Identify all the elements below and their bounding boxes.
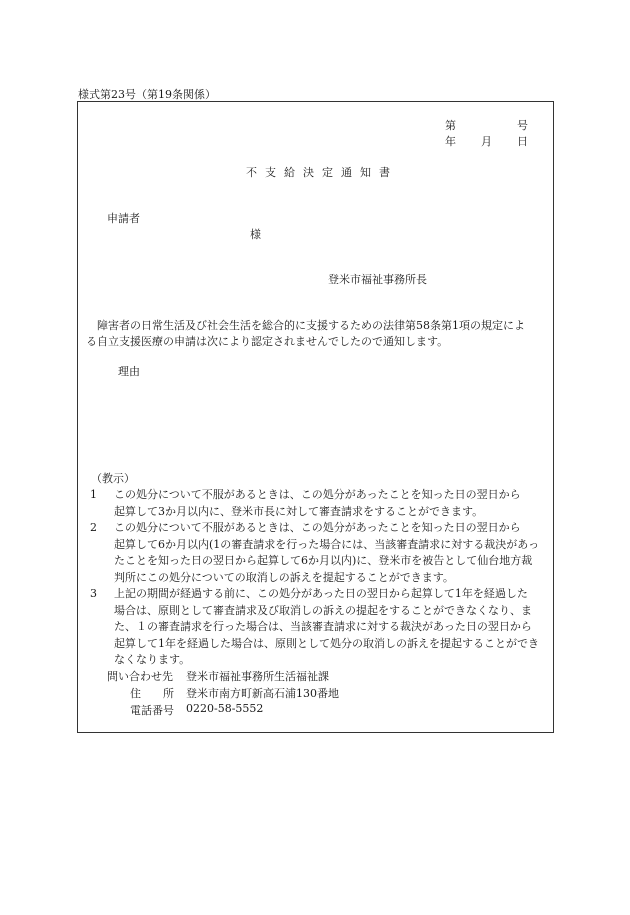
body-text [86,318,548,350]
item-line: この処分について不服があるときは、この処分があったことを知った日の翌日から [114,521,521,534]
body-line: る自立支援医療の申請は次により認定されませんでしたので通知します。 [86,335,449,348]
item-line: 判所にこの処分についての取消しの訴えを提起することができます。 [114,570,454,584]
item-number: 3 [90,587,97,600]
notice-item-2 [90,520,574,586]
item-line: たことを知った日の翌日から起算して6か月以内)に、登米市を被告として仙台地方裁 [114,554,533,567]
honorific: 様 [250,228,261,241]
notice-heading: （教示） [91,472,135,485]
document-title: 不支給決定通知書 [246,166,398,179]
item-line: 場合は、原則として審査請求及び取消しの訴えの提起をすることができなくなり、ま [114,603,532,617]
item-number: 2 [90,521,97,534]
phone-value: 0220-58-5552 [186,702,264,715]
item-line: 起算して6か月以内(1の審査請求を行った場合には、当該審査請求に対する裁決があっ [114,537,540,551]
item-line: 上記の期間が経過する前に、この処分があった日の翌日から起算して1年を経過した [114,587,528,600]
inquiry-value: 登米市福祉事務所生活福祉課 [186,670,329,683]
item-line: た、１の審査請求を行った場合は、当該審査請求に対する裁決があった日の翌日から [114,620,532,633]
form-number: 様式第23号（第19条関係） [78,88,216,101]
date-day: 日 [517,135,528,148]
applicant-label: 申請者 [107,212,140,225]
date-month: 月 [481,135,492,148]
item-number: 1 [90,488,97,501]
inquiry-label: 問い合わせ先 [107,670,173,683]
notice-document [77,101,554,733]
reason-label: 理由 [118,365,140,378]
issuer: 登米市福祉事務所長 [328,273,427,286]
address-value: 登米市南方町新高石浦130番地 [186,687,339,700]
number-suffix: 号 [517,119,528,132]
item-line: 起算して3か月以内に、登米市長に対して審査請求をすることができます。 [114,504,484,518]
item-line: この処分について不服があるときは、この処分があったことを知った日の翌日から [114,488,521,501]
item-line: 起算して1年を経過した場合は、原則として処分の取消しの訴えを提起することができ [114,636,539,650]
body-line: 障害者の日常生活及び社会生活を総合的に支援するための法律第58条第1項の規定によ [97,319,525,332]
address-label: 住 所 [130,687,174,700]
item-line: なくなります。 [114,653,191,666]
notice-item-1 [90,487,574,520]
phone-label: 電話番号 [130,704,174,717]
notice-item-3 [90,586,574,669]
number-prefix: 第 [445,119,456,132]
date-year: 年 [445,135,456,148]
